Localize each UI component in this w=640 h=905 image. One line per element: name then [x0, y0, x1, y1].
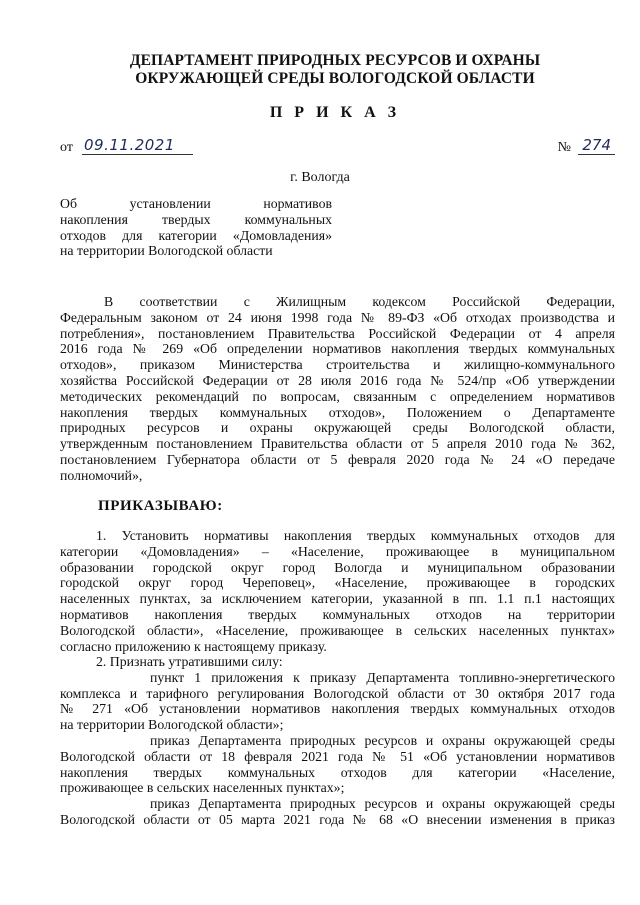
- item-2-line: приказ Департамента природных ресурсов и охраны окружающей среды: [150, 732, 615, 748]
- item-1-paragraph: [60, 528, 615, 654]
- order-subject: [60, 196, 332, 259]
- subject-line: на территории Вологодской области: [60, 243, 273, 259]
- subject-line: накопления твердых коммунальных: [60, 211, 332, 227]
- preamble-line: 2016 года № 269 «Об определении нормативов накопления твердых коммунальных: [60, 341, 615, 357]
- preamble-line: В соответствии с Жилищным кодексом Российской Федерации,: [104, 294, 615, 309]
- org-line-1: ДЕПАРТАМЕНТ ПРИРОДНЫХ РЕСУРСОВ И ОХРАНЫ: [129, 52, 541, 69]
- item-2-line: Вологодской области от 18 февраля 2021 года № 51 «Об установлении нормативов: [60, 748, 615, 764]
- city-name: г. Вологда: [290, 170, 350, 185]
- item-2-line: пункт 1 приложения к приказу Департамента топливно-энергетического: [150, 669, 615, 685]
- item-1-line: населенных пунктах, за исключением категории, указанной в пп. 1.1 п.1 настоящих: [60, 591, 615, 607]
- item-1-line: 1. Установить нормативы накопления твердых коммунальных отходов для: [96, 528, 615, 543]
- item-2-paragraph: [60, 654, 615, 828]
- item-1-line: Вологодской области», «Население, проживающее в сельских населенных пунктах»: [60, 622, 615, 638]
- preamble-line: методических рекомендаций по вопросам, связанным с определением нормативов: [60, 388, 615, 404]
- decree-word: ПРИКАЗЫВАЮ:: [98, 498, 223, 514]
- item-1-line: согласно приложению к настоящему приказу.: [60, 638, 327, 654]
- organization-header: [90, 52, 580, 88]
- handwritten-number: 274: [578, 136, 615, 155]
- preamble-line: отходов», приказом Министерства строительства и жилищно-коммунального: [60, 357, 615, 373]
- item-2-line: накопления твердых коммунальных отходов для категории «Население,: [60, 764, 615, 780]
- number-prefix: №: [557, 140, 571, 155]
- preamble-line: Федеральным законом от 24 июня 1998 года № 89-ФЗ «Об отходах производства и: [60, 309, 615, 325]
- subject-line: Об установлении нормативов: [60, 196, 332, 211]
- preamble-line: накопления твердых коммунальных отходов», Положением о Департаменте: [60, 404, 615, 420]
- handwritten-date: 09.11.2021: [82, 136, 193, 155]
- preamble-line: природных ресурсов и охраны окружающей среды Вологодской области,: [60, 420, 615, 436]
- item-2-line: № 271 «Об установлении нормативов накопления твердых коммунальных отходов: [60, 701, 615, 717]
- item-2-heading: 2. Признать утратившими силу:: [96, 654, 283, 669]
- preamble-line: постановлением Губернатора области от 5 февраля 2020 года № 24 «О передаче: [60, 451, 615, 467]
- date-number-row: [60, 136, 615, 160]
- item-1-line: образовании городской округ город Вологда и муниципальном образовании: [60, 559, 615, 575]
- item-2-line: проживающее в сельских населенных пунктах»;: [60, 780, 345, 796]
- item-2-line: Вологодской области от 05 марта 2021 года № 68 «О внесении изменения в приказ: [60, 811, 615, 827]
- org-line-2: ОКРУЖАЮЩЕЙ СРЕДЫ ВОЛОГОДСКОЙ ОБЛАСТИ: [135, 70, 535, 87]
- item-2-line: комплекса и тарифного регулирования Вологодской области от 30 октября 2017 года: [60, 685, 615, 701]
- item-1-line: категории «Домовладения» – «Население, проживающее в муниципальном: [60, 543, 615, 559]
- item-1-line: нормативов накопления твердых коммунальных отходов на территории: [60, 606, 615, 622]
- preamble-line: хозяйства Российской Федерации от 28 июля 2016 года № 524/пр «Об утверждении: [60, 372, 615, 388]
- preamble-line: потребления», постановлением Правительства Российской Федерации от 4 апреля: [60, 325, 615, 341]
- date-prefix: от: [60, 140, 73, 155]
- preamble-paragraph: [60, 294, 615, 484]
- item-2-line: на территории Вологодской области»;: [60, 717, 284, 733]
- preamble-line: полномочий»,: [60, 467, 143, 483]
- item-1-line: городской округ город Череповец», «Население, проживающее в городских: [60, 575, 615, 591]
- subject-line: отходов для категории «Домовладения»: [60, 227, 332, 243]
- preamble-line: утвержденным постановлением Правительства области от 5 апреля 2010 года № 362,: [60, 436, 615, 452]
- item-2-line: приказ Департамента природных ресурсов и охраны окружающей среды: [150, 796, 615, 812]
- order-title: П Р И К А З: [269, 104, 401, 121]
